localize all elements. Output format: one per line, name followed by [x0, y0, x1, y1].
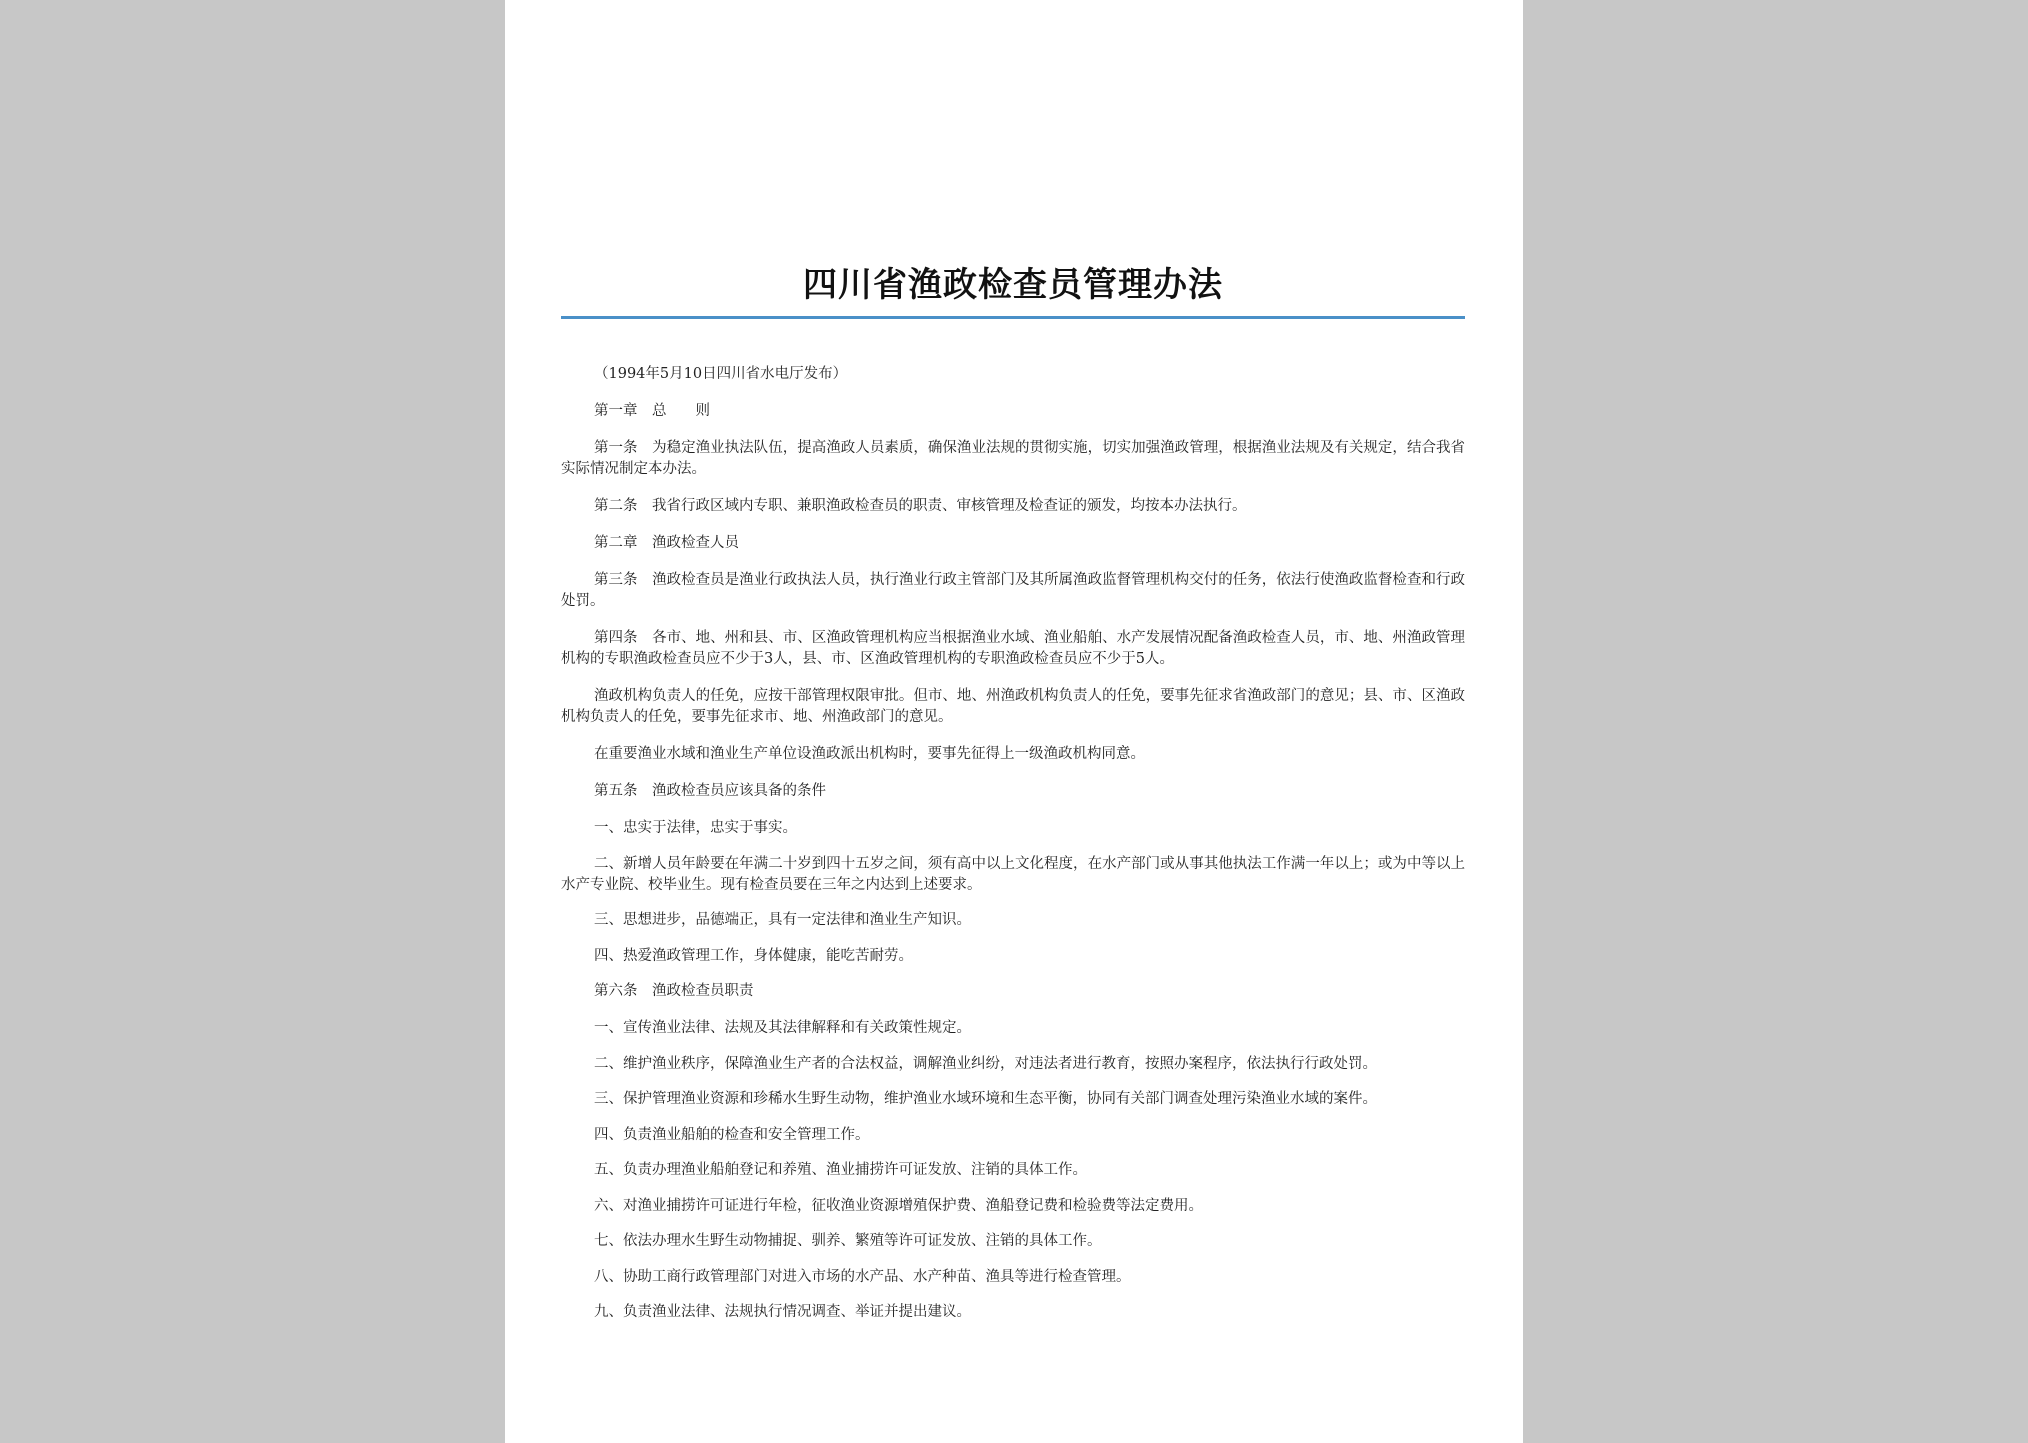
title-divider — [561, 316, 1465, 319]
article-paragraph: 第二条 我省行政区域内专职、兼职渔政检查员的职责、审核管理及检查证的颁发，均按本办法执行。 — [594, 498, 1247, 514]
document-body — [561, 364, 1465, 1338]
issue-note: （1994年5月10日四川省水电厅发布） — [594, 366, 848, 382]
list-item: 六、对渔业捕捞许可证进行年检，征收渔业资源增殖保护费、渔船登记费和检验费等法定费用。 — [594, 1197, 1203, 1214]
list-item: 二、新增人员年龄要在年满二十岁到四十五岁之间，须有高中以上文化程度，在水产部门或从事其他执法工作满一年以上；或为中等以上水产专业院、校毕业生。现有检查员要在三年之内达到上述要求。 — [561, 855, 1465, 893]
list-item: 五、负责办理渔业船舶登记和养殖、渔业捕捞许可证发放、注销的具体工作。 — [594, 1162, 1087, 1178]
chapter-heading: 第二章 渔政检查人员 — [594, 535, 739, 551]
document-page — [505, 0, 1523, 1443]
list-item: 四、负责渔业船舶的检查和安全管理工作。 — [594, 1126, 870, 1143]
document-title: 四川省渔政检查员管理办法 — [803, 265, 1223, 305]
list-item: 八、协助工商行政管理部门对进入市场的水产品、水产种苗、渔具等进行检查管理。 — [594, 1268, 1131, 1285]
article-paragraph: 第五条 渔政检查员应该具备的条件 — [594, 783, 826, 799]
list-item: 三、思想进步，品德端正，具有一定法律和渔业生产知识。 — [594, 912, 971, 928]
list-item: 二、维护渔业秩序，保障渔业生产者的合法权益，调解渔业纠纷，对违法者进行教育，按照办案程序，依法执行行政处罚。 — [594, 1055, 1377, 1072]
list-item: 三、保护管理渔业资源和珍稀水生野生动物，维护渔业水域环境和生态平衡，协同有关部门调查处理污染渔业水域的案件。 — [594, 1091, 1377, 1107]
article-paragraph: 第一条 为稳定渔业执法队伍，提高渔政人员素质，确保渔业法规的贯彻实施，切实加强渔政管理，根据渔业法规及有关规定，结合我省实际情况制定本办法。 — [561, 440, 1465, 477]
body-paragraph: 渔政机构负责人的任免，应按干部管理权限审批。但市、地、州渔政机构负责人的任免，要事先征求省渔政部门的意见；县、市、区渔政机构负责人的任免，要事先征求市、地、州渔政部门的意见。 — [561, 688, 1465, 725]
list-item: 一、宣传渔业法律、法规及其法律解释和有关政策性规定。 — [594, 1020, 971, 1036]
list-item: 七、依法办理水生野生动物捕捉、驯养、繁殖等许可证发放、注销的具体工作。 — [594, 1233, 1102, 1249]
article-paragraph: 第三条 渔政检查员是渔业行政执法人员，执行渔业行政主管部门及其所属渔政监督管理机构交付的任务，依法行使渔政监督检查和行政处罚。 — [561, 572, 1465, 609]
list-item: 一、忠实于法律，忠实于事实。 — [594, 820, 797, 836]
list-item: 九、负责渔业法律、法规执行情况调查、举证并提出建议。 — [594, 1304, 971, 1320]
chapter-heading: 第一章 总 则 — [594, 403, 710, 419]
body-paragraph: 在重要渔业水域和渔业生产单位设渔政派出机构时，要事先征得上一级渔政机构同意。 — [594, 746, 1145, 762]
list-item: 四、热爱渔政管理工作，身体健康，能吃苦耐劳。 — [594, 947, 913, 964]
article-paragraph: 第四条 各市、地、州和县、市、区渔政管理机构应当根据渔业水域、渔业船舶、水产发展情况配备渔政检查人员，市、地、州渔政管理机构的专职渔政检查员应不少于3人，县、市、区渔政管理机构的专职渔政检查员应不少于5人。 — [561, 630, 1465, 667]
article-paragraph: 第六条 渔政检查员职责 — [594, 983, 754, 999]
